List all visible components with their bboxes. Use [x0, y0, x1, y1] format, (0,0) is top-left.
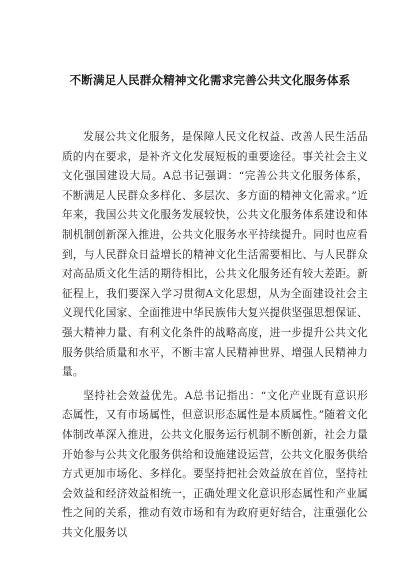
paragraph: 发展公共文化服务，是保障人民文化权益、改善人民生活品质的内在要求，是补齐文化发展短板的重要途径。事关社会主义文化强国建设大局。A总书记强调：“完善公共文化服务体系，不断满足人民群众多样化、多层次、多方面的精神文化需求。”近年来，我国公共文化服务发展较快，公共文化服务体系建设和体制机制创新深入推进，公共文化服务水平持续提升。同时也应看到，与人民群众日益增长的精神文化生活需要相比、与人民群众对高品质文化生活的期待相比，公共文化服务还有较大差距。新征程上，我们要深入学习贯彻A文化思想，从为全面建设社会主义现代化国家、全面推进中华民族伟大复兴提供坚强思想保证、强大精神力量、有利文化条件的战略高度，进一步提升公共文化服务供给质量和水平，不断丰富人民精神世界、增强人民精神力量。	[62, 131, 368, 379]
paragraph: 坚持社会效益优先。A总书记指出：“文化产业既有意识形态属性，又有市场属性，但意识形态属性是本质属性。”随着文化体制改革深入推进，公共文化服务运行机制不断创新，社会力量开始参与公共文化服务供给和设施建设运营，公共文化服务供给方式更加市场化、多样化。要坚持把社会效益放在首位，坚持社会效益和经济效益相统一，正确处理文化意识形态属性和产业属性之间的关系，推动有效市场和有为政府更好结合，注重强化公共文化服务以	[62, 389, 368, 539]
document-body	[62, 128, 368, 543]
document-title: 不断满足人民群众精神文化需求完善公共文化服务体系	[69, 73, 351, 87]
